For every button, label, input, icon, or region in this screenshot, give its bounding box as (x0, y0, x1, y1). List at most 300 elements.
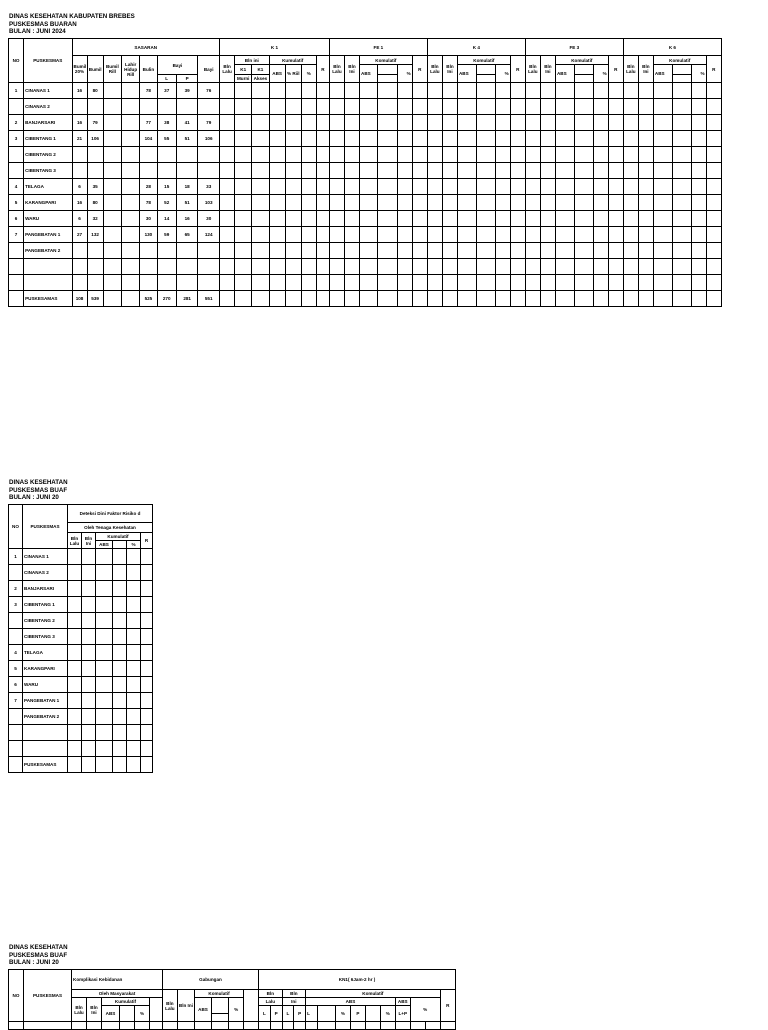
row-cell (96, 581, 113, 597)
row-cell (477, 147, 495, 163)
t3-gab-pct: % (229, 998, 244, 1022)
table-row (9, 725, 153, 741)
row-cell (329, 275, 344, 291)
row-cell (691, 291, 706, 307)
row-cell (525, 179, 540, 195)
row-cell (96, 613, 113, 629)
t2-col-puskesmas: PUSKESMAS (23, 505, 68, 549)
row-cell (252, 115, 269, 131)
row-cell (344, 115, 359, 131)
header2-agency: DINAS KESEHATAN (9, 479, 68, 486)
row-bulin (140, 243, 157, 259)
header3-month: BULAN : JUNI 20 (9, 959, 59, 967)
row-rill (103, 83, 121, 99)
row-cell (706, 275, 721, 291)
col-bayi-l: L (157, 75, 176, 83)
row-cell (593, 163, 608, 179)
row-cell (344, 83, 359, 99)
row-puskesmas: CINANAS 1 (24, 83, 72, 99)
row-cell (220, 275, 235, 291)
report-header (9, 13, 135, 36)
row-cell (706, 211, 721, 227)
row-cell (495, 243, 510, 259)
row-cell (68, 597, 82, 613)
row-cell (691, 195, 706, 211)
row-lahir (122, 227, 140, 243)
k4-abs: ABS (457, 65, 476, 83)
row-bulin (140, 99, 157, 115)
row-cell (113, 725, 127, 741)
row-p: 51 (176, 131, 198, 147)
col-lahir-hidup: Lahir Hidup Rill (122, 56, 140, 83)
row-cell (638, 243, 653, 259)
row-cell (301, 291, 316, 307)
fe1-bln-ini: Bln Ini (344, 56, 359, 83)
fe3-bln-lalu: Bln Lalu (525, 56, 540, 83)
k1-abs: ABS (269, 65, 285, 83)
row-cell (285, 179, 301, 195)
row-cell (638, 83, 653, 99)
fe3-abs-sub2 (575, 75, 593, 83)
row-cell (378, 211, 397, 227)
row-cell (412, 131, 427, 147)
col-bayi: Bayi (198, 56, 220, 83)
row-cell (673, 131, 691, 147)
row-cell (127, 613, 141, 629)
row-cell (96, 549, 113, 565)
row-cell (301, 99, 316, 115)
row-cell (540, 259, 555, 275)
row-b20: 6 (72, 179, 87, 195)
row-b20: 108 (72, 291, 87, 307)
row-cell (427, 147, 442, 163)
t3-kom-kumulatif: Kumulatif (101, 998, 149, 1006)
row-cell (540, 243, 555, 259)
row-cell (220, 195, 235, 211)
row-cell (608, 211, 623, 227)
row-cell (442, 211, 457, 227)
row-cell (477, 275, 495, 291)
row-cell (397, 259, 412, 275)
row-cell (593, 179, 608, 195)
row-bulin: 525 (140, 291, 157, 307)
row-rill (103, 179, 121, 195)
row-cell (127, 757, 141, 773)
row-cell (96, 693, 113, 709)
row-no (9, 613, 23, 629)
row-cell (495, 211, 510, 227)
row-cell (457, 195, 476, 211)
row-cell (540, 275, 555, 291)
row-cell (82, 741, 96, 757)
row-cell (442, 179, 457, 195)
row-cell (673, 243, 691, 259)
row-cell (525, 83, 540, 99)
row-cell (378, 115, 397, 131)
fe1-komulatif: Komulatif (360, 56, 413, 65)
row-cell (301, 131, 316, 147)
row-rill (103, 163, 121, 179)
row-bulin: 28 (140, 179, 157, 195)
row-cell (427, 115, 442, 131)
row-cell (457, 147, 476, 163)
row-cell (608, 227, 623, 243)
row-cell (68, 757, 82, 773)
row-bayi: 79 (198, 115, 220, 131)
row-cell (141, 709, 153, 725)
row-cell (706, 227, 721, 243)
row-cell (623, 99, 638, 115)
row-cell (593, 227, 608, 243)
row-cell (285, 195, 301, 211)
table-row (9, 115, 722, 131)
row-cell (360, 211, 378, 227)
row-bumil: 79 (87, 115, 103, 131)
row-cell (495, 195, 510, 211)
row-bayi: 103 (198, 195, 220, 211)
t3-cell (135, 1022, 150, 1030)
row-cell (427, 179, 442, 195)
row-no (9, 259, 24, 275)
row-cell (427, 259, 442, 275)
row-cell (235, 211, 252, 227)
row-cell (623, 211, 638, 227)
row-b20: 21 (72, 131, 87, 147)
t3-cell (410, 1022, 425, 1030)
row-puskesmas: CIBENTANG 3 (23, 629, 68, 645)
row-cell (457, 275, 476, 291)
row-cell (82, 613, 96, 629)
row-cell (555, 83, 574, 99)
row-cell (220, 147, 235, 163)
row-cell (127, 693, 141, 709)
row-no: 3 (9, 597, 23, 613)
row-cell (344, 195, 359, 211)
row-cell (344, 179, 359, 195)
row-cell (378, 83, 397, 99)
col-bumil: Bumil (87, 56, 103, 83)
row-cell (316, 131, 329, 147)
row-cell (525, 259, 540, 275)
row-cell (623, 131, 638, 147)
t3-kn1-kum-p: P (350, 1006, 365, 1022)
row-cell (623, 163, 638, 179)
k4-komulatif: Komulatif (457, 56, 510, 65)
row-p (176, 243, 198, 259)
row-cell (540, 83, 555, 99)
t3-kn1-ini: Ini (282, 998, 306, 1006)
row-cell (141, 645, 153, 661)
row-lahir (122, 275, 140, 291)
row-cell (360, 275, 378, 291)
row-cell (477, 163, 495, 179)
row-p: 16 (176, 211, 198, 227)
row-cell (113, 741, 127, 757)
row-cell (397, 243, 412, 259)
row-b20 (72, 259, 87, 275)
row-lahir (122, 179, 140, 195)
row-cell (96, 709, 113, 725)
row-no: 4 (9, 179, 24, 195)
row-cell (141, 677, 153, 693)
row-cell (378, 147, 397, 163)
row-cell (555, 291, 574, 307)
row-cell (691, 243, 706, 259)
row-cell (525, 147, 540, 163)
t3-cell (9, 1022, 24, 1030)
row-cell (555, 195, 574, 211)
row-cell (510, 99, 525, 115)
row-cell (510, 83, 525, 99)
k1-r: R (316, 56, 329, 83)
row-cell (269, 83, 285, 99)
row-puskesmas: PUSKESAMAS (24, 291, 72, 307)
row-cell (575, 99, 593, 115)
row-cell (525, 195, 540, 211)
row-cell (360, 291, 378, 307)
table-row (9, 613, 153, 629)
k6-bln-ini: Bln Ini (638, 56, 653, 83)
row-p: 51 (176, 195, 198, 211)
row-cell (673, 195, 691, 211)
row-cell (329, 227, 344, 243)
row-cell (220, 227, 235, 243)
row-cell (252, 227, 269, 243)
row-cell (673, 291, 691, 307)
table-row (9, 83, 722, 99)
row-cell (575, 179, 593, 195)
row-bumil: 106 (87, 131, 103, 147)
row-puskesmas: PANGEBATAN 2 (24, 243, 72, 259)
row-cell (360, 227, 378, 243)
row-cell (510, 163, 525, 179)
row-cell (285, 99, 301, 115)
row-cell (495, 83, 510, 99)
t3-cell (23, 1022, 71, 1030)
table-row (9, 549, 153, 565)
row-cell (397, 115, 412, 131)
row-rill (103, 275, 121, 291)
row-bulin: 104 (140, 131, 157, 147)
row-cell (706, 259, 721, 275)
row-cell (442, 83, 457, 99)
row-cell (252, 291, 269, 307)
row-cell (141, 581, 153, 597)
table-deteksi-dini (8, 504, 153, 773)
row-cell (673, 275, 691, 291)
row-cell (540, 211, 555, 227)
col-puskesmas: PUSKESMAS (24, 39, 72, 83)
row-cell (113, 677, 127, 693)
row-p (176, 147, 198, 163)
row-cell (235, 259, 252, 275)
row-cell (329, 195, 344, 211)
row-cell (96, 725, 113, 741)
row-cell (691, 83, 706, 99)
row-puskesmas: TELAGA (24, 179, 72, 195)
row-puskesmas: PANGEBATAN 1 (23, 693, 68, 709)
row-no (9, 565, 23, 581)
t3-gab-r (244, 990, 259, 1022)
row-cell (141, 693, 153, 709)
row-cell (593, 115, 608, 131)
row-cell (82, 677, 96, 693)
row-cell (269, 179, 285, 195)
row-cell (593, 131, 608, 147)
row-cell (608, 195, 623, 211)
row-cell (269, 131, 285, 147)
row-cell (510, 259, 525, 275)
row-cell (593, 195, 608, 211)
row-cell (653, 99, 672, 115)
row-l: 55 (157, 131, 176, 147)
row-bayi (198, 147, 220, 163)
t3-kn1-lalu-p: P (270, 1006, 282, 1022)
row-cell (316, 195, 329, 211)
t3-kn1-pct: % (410, 998, 440, 1022)
row-cell (397, 195, 412, 211)
table-row (9, 131, 722, 147)
row-cell (397, 291, 412, 307)
row-cell (285, 163, 301, 179)
row-cell (235, 227, 252, 243)
table-row (9, 179, 722, 195)
k1-murni: Murni (235, 75, 252, 83)
row-cell (593, 147, 608, 163)
row-cell (623, 275, 638, 291)
row-l: 52 (157, 195, 176, 211)
row-bumil (87, 147, 103, 163)
row-cell (593, 211, 608, 227)
row-cell (127, 645, 141, 661)
row-cell (220, 115, 235, 131)
row-cell (285, 83, 301, 99)
row-cell (575, 115, 593, 131)
row-l: 59 (157, 227, 176, 243)
row-cell (427, 211, 442, 227)
col-k4: K 4 (427, 39, 525, 56)
row-cell (252, 259, 269, 275)
row-rill (103, 131, 121, 147)
row-cell (360, 99, 378, 115)
row-cell (477, 179, 495, 195)
row-cell (608, 99, 623, 115)
row-rill (103, 195, 121, 211)
fe1-abs-sub (378, 65, 397, 75)
row-cell (141, 613, 153, 629)
row-cell (706, 83, 721, 99)
row-b20 (72, 243, 87, 259)
row-p: 18 (176, 179, 198, 195)
row-cell (360, 259, 378, 275)
row-cell (235, 83, 252, 99)
row-cell (510, 131, 525, 147)
row-cell (457, 291, 476, 307)
row-cell (653, 227, 672, 243)
row-cell (540, 99, 555, 115)
row-cell (691, 163, 706, 179)
k6-abs-sub2 (673, 75, 691, 83)
row-cell (68, 677, 82, 693)
row-bayi: 30 (198, 211, 220, 227)
fe1-r: R (412, 56, 427, 83)
row-cell (68, 613, 82, 629)
t3-gab-komulatif: Komulatif (194, 990, 243, 998)
row-cell (269, 163, 285, 179)
row-cell (412, 83, 427, 99)
row-cell (477, 131, 495, 147)
row-b20: 27 (72, 227, 87, 243)
t3-cell (244, 1022, 259, 1030)
row-cell (285, 243, 301, 259)
row-cell (495, 291, 510, 307)
t3-kn1-bln2: Bln (282, 990, 306, 998)
t3-oleh-masyarakat: Oleh Masyarakat (72, 990, 163, 998)
row-cell (113, 757, 127, 773)
row-cell (638, 275, 653, 291)
t3-col-komplikasi: Komplikasi Kebidanan (72, 970, 163, 990)
row-cell (653, 243, 672, 259)
row-cell (555, 163, 574, 179)
row-cell (608, 243, 623, 259)
row-no (9, 243, 24, 259)
t3-cell (270, 1022, 282, 1030)
row-cell (442, 147, 457, 163)
row-cell (329, 147, 344, 163)
row-puskesmas: CIBENTANG 2 (23, 613, 68, 629)
row-cell (608, 131, 623, 147)
row-cell (653, 259, 672, 275)
row-cell (344, 147, 359, 163)
row-cell (706, 179, 721, 195)
row-cell (269, 99, 285, 115)
row-cell (378, 227, 397, 243)
row-cell (68, 709, 82, 725)
row-cell (673, 99, 691, 115)
row-cell (252, 179, 269, 195)
row-cell (673, 83, 691, 99)
row-cell (525, 211, 540, 227)
row-cell (127, 597, 141, 613)
row-cell (269, 291, 285, 307)
k1-pct: % (301, 65, 316, 83)
row-b20 (72, 147, 87, 163)
row-cell (691, 227, 706, 243)
row-l (157, 275, 176, 291)
table-row (9, 275, 722, 291)
row-puskesmas: KARANGPARI (24, 195, 72, 211)
row-lahir (122, 163, 140, 179)
row-cell (220, 83, 235, 99)
row-cell (510, 275, 525, 291)
header-agency: DINAS KESEHATAN KABUPATEN BREBES (9, 13, 135, 20)
t3-kn1-kum-pct2: % (380, 1006, 395, 1022)
row-bayi (198, 99, 220, 115)
row-cell (82, 757, 96, 773)
row-cell (638, 131, 653, 147)
row-cell (412, 211, 427, 227)
row-cell (457, 243, 476, 259)
row-cell (68, 661, 82, 677)
table-row (9, 677, 153, 693)
row-cell (412, 243, 427, 259)
row-cell (127, 581, 141, 597)
row-cell (555, 211, 574, 227)
row-cell (691, 131, 706, 147)
row-cell (316, 163, 329, 179)
row-cell (96, 677, 113, 693)
row-cell (397, 83, 412, 99)
